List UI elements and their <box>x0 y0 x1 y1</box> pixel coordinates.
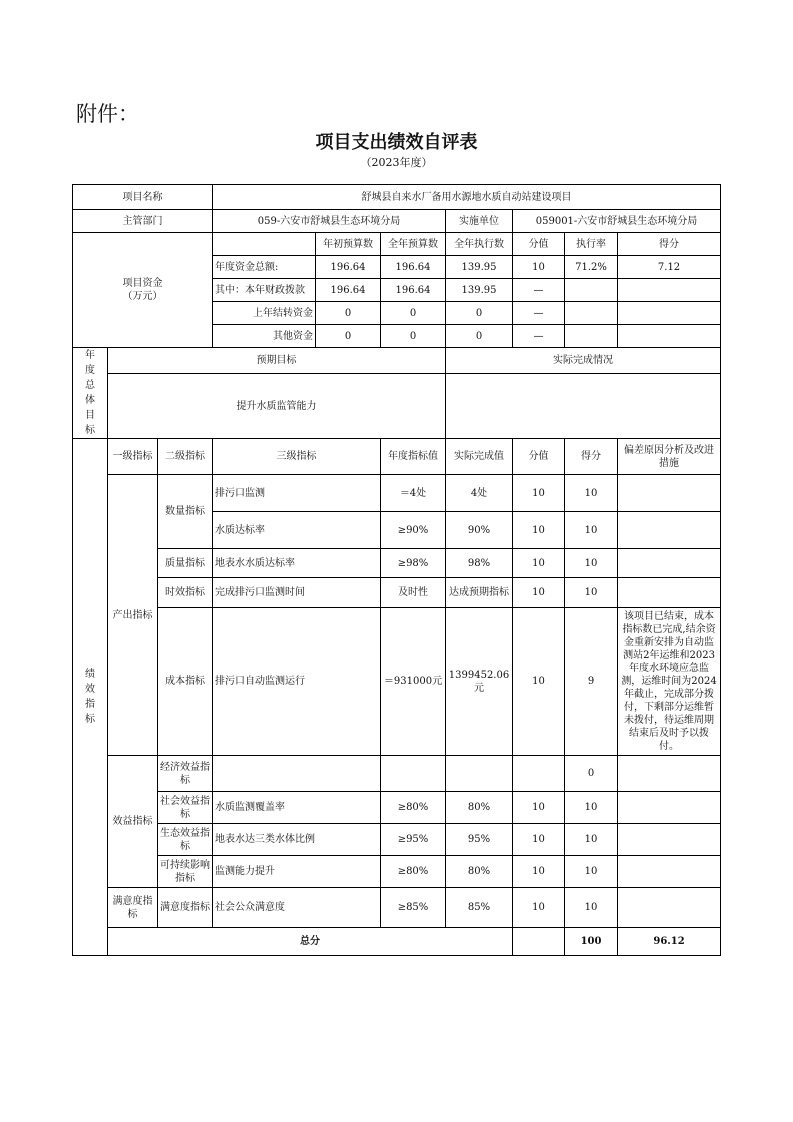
perf-score: 10 <box>565 792 618 824</box>
perf-actual: 90% <box>446 512 513 549</box>
perf-row <box>73 756 721 792</box>
perf-l2: 数量指标 <box>158 475 213 549</box>
perf-l3: 地表水达三类水体比例 <box>213 824 381 856</box>
page-title: 项目支出绩效自评表 <box>315 132 478 153</box>
perf-note <box>618 856 721 888</box>
perf-row <box>73 856 721 888</box>
goals-expected: 提升水质监管能力 <box>108 374 446 439</box>
goals-header-row <box>73 348 721 374</box>
funds-cell: 0 <box>316 302 381 325</box>
total-row <box>73 928 721 956</box>
perf-note <box>618 824 721 856</box>
perf-note <box>618 888 721 928</box>
perf-target: ＝4处 <box>381 475 446 512</box>
funds-cell: 0 <box>446 302 513 325</box>
perf-score: 10 <box>565 512 618 549</box>
evaluation-table <box>72 184 721 956</box>
perf-l2: 成本指标 <box>158 608 213 756</box>
perf-score-max: 10 <box>513 475 565 512</box>
perf-header: 分值 <box>513 439 565 475</box>
funds-cell: 139.95 <box>446 256 513 279</box>
perf-l2: 生态效益指标 <box>158 824 213 856</box>
dept-value: 059-六安市舒城县生态环境分局 <box>213 210 446 233</box>
goals-actual-header: 实际完成情况 <box>446 348 721 374</box>
total-score: 96.12 <box>618 928 721 956</box>
funds-header: 执行率 <box>565 233 618 256</box>
impl-label: 实施单位 <box>446 210 513 233</box>
funds-cell: 0 <box>381 325 446 348</box>
funds-cell <box>565 302 618 325</box>
perf-score: 10 <box>565 888 618 928</box>
perf-target: ≥90% <box>381 512 446 549</box>
perf-score: 10 <box>565 578 618 608</box>
funds-header: 全年预算数 <box>381 233 446 256</box>
perf-row <box>73 608 721 756</box>
perf-header: 一级指标 <box>108 439 158 475</box>
perf-header: 偏差原因分析及改进措施 <box>618 439 721 475</box>
satisfaction-indicator-label: 满意度指标 <box>108 888 158 928</box>
funds-header: 全年执行数 <box>446 233 513 256</box>
perf-actual <box>446 756 513 792</box>
perf-actual: 95% <box>446 824 513 856</box>
goals-content-row <box>73 374 721 439</box>
perf-score-max: 10 <box>513 608 565 756</box>
perf-score: 10 <box>565 549 618 578</box>
funds-row-label: 年度资金总额: <box>213 256 316 279</box>
perf-l3: 水质监测覆盖率 <box>213 792 381 824</box>
project-name-value: 舒城县自来水厂备用水源地水质自动站建设项目 <box>213 185 721 210</box>
perf-score: 10 <box>565 824 618 856</box>
funds-cell: — <box>513 302 565 325</box>
perf-target <box>381 756 446 792</box>
funds-cell: 7.12 <box>618 256 721 279</box>
department-row <box>73 210 721 233</box>
perf-l3: 完成排污口监测时间 <box>213 578 381 608</box>
funds-header-blank <box>213 233 316 256</box>
perf-note <box>618 549 721 578</box>
perf-actual: 4处 <box>446 475 513 512</box>
perf-score-max: 10 <box>513 856 565 888</box>
funds-cell: 0 <box>316 325 381 348</box>
project-name-label: 项目名称 <box>73 185 213 210</box>
benefit-indicator-label: 效益指标 <box>108 756 158 888</box>
perf-row <box>73 824 721 856</box>
funds-header-row <box>73 233 721 256</box>
perf-score-max: 10 <box>513 578 565 608</box>
perf-row <box>73 888 721 928</box>
perf-note: 该项目已结束，成本指标数已完成,结余资金重新安排为自动监测站2年运维和2023年度水环境应急监测，运维时间为2024年截止，完成部分拨付，下剩部分运维暂未拨付，待运维周期结束后及时予以拨付。 <box>618 608 721 756</box>
funds-cell: 139.95 <box>446 279 513 302</box>
perf-l2: 可持续影响指标 <box>158 856 213 888</box>
funds-cell <box>565 279 618 302</box>
funds-cell: 0 <box>446 325 513 348</box>
perf-target: ≥85% <box>381 888 446 928</box>
funds-cell: 10 <box>513 256 565 279</box>
funds-cell: 196.64 <box>316 279 381 302</box>
funds-cell: — <box>513 279 565 302</box>
total-label: 总分 <box>108 928 513 956</box>
perf-score: 10 <box>565 475 618 512</box>
funds-row-label: 其他资金 <box>213 325 316 348</box>
perf-l3: 地表水水质达标率 <box>213 549 381 578</box>
total-blank <box>513 928 565 956</box>
perf-l2: 质量指标 <box>158 549 213 578</box>
total-score-max: 100 <box>565 928 618 956</box>
funds-header: 年初预算数 <box>316 233 381 256</box>
perf-note <box>618 792 721 824</box>
perf-target: ≥80% <box>381 792 446 824</box>
perf-l2: 社会效益指标 <box>158 792 213 824</box>
perf-target: ≥95% <box>381 824 446 856</box>
perf-l3: 排污口监测 <box>213 475 381 512</box>
perf-header: 得分 <box>565 439 618 475</box>
perf-note <box>618 512 721 549</box>
funds-cell: 196.64 <box>381 279 446 302</box>
funds-cell: — <box>513 325 565 348</box>
perf-score-max: 10 <box>513 512 565 549</box>
funds-cell <box>618 302 721 325</box>
year-label: （2023年度） <box>360 156 433 169</box>
impl-value: 059001-六安市舒城县生态环境分局 <box>513 210 721 233</box>
perf-note <box>618 578 721 608</box>
perf-target: ＝931000元 <box>381 608 446 756</box>
perf-l2: 经济效益指标 <box>158 756 213 792</box>
goals-expected-header: 预期目标 <box>108 348 446 374</box>
perf-score-max: 10 <box>513 549 565 578</box>
goals-label: 年 度 总 体 目 标 <box>73 348 108 439</box>
perf-l3: 水质达标率 <box>213 512 381 549</box>
perf-actual: 达成预期指标 <box>446 578 513 608</box>
perf-score: 0 <box>565 756 618 792</box>
perf-note <box>618 756 721 792</box>
funds-row-label: 上年结转资金 <box>213 302 316 325</box>
perf-header-row <box>73 439 721 475</box>
funds-cell: 71.2% <box>565 256 618 279</box>
funds-label: 项目资金 （万元） <box>73 233 213 348</box>
perf-score-max: 10 <box>513 824 565 856</box>
perf-header: 二级指标 <box>158 439 213 475</box>
perf-actual: 85% <box>446 888 513 928</box>
goals-actual <box>446 374 721 439</box>
perf-l3: 社会公众满意度 <box>213 888 381 928</box>
perf-score-max: 10 <box>513 888 565 928</box>
funds-cell <box>565 325 618 348</box>
perf-note <box>618 475 721 512</box>
funds-cell: 196.64 <box>381 256 446 279</box>
perf-header: 三级指标 <box>213 439 381 475</box>
funds-header: 分值 <box>513 233 565 256</box>
perf-target: ≥80% <box>381 856 446 888</box>
project-name-row <box>73 185 721 210</box>
perf-actual: 1399452.06元 <box>446 608 513 756</box>
perf-target: 及时性 <box>381 578 446 608</box>
perf-score-max: 10 <box>513 792 565 824</box>
output-indicator-label: 产出指标 <box>108 475 158 756</box>
perf-actual: 80% <box>446 792 513 824</box>
perf-row <box>73 475 721 512</box>
perf-row <box>73 578 721 608</box>
perf-l2: 时效指标 <box>158 578 213 608</box>
perf-row <box>73 792 721 824</box>
funds-cell: 0 <box>381 302 446 325</box>
perf-score-max <box>513 756 565 792</box>
perf-header: 实际完成值 <box>446 439 513 475</box>
perf-l3 <box>213 756 381 792</box>
perf-l3: 排污口自动监测运行 <box>213 608 381 756</box>
perf-actual: 80% <box>446 856 513 888</box>
dept-label: 主管部门 <box>73 210 213 233</box>
attachment-label: 附件： <box>76 102 139 126</box>
funds-cell: 196.64 <box>316 256 381 279</box>
perf-l2: 满意度指标 <box>158 888 213 928</box>
perf-label: 绩 效 指 标 <box>73 439 108 956</box>
perf-actual: 98% <box>446 549 513 578</box>
funds-row-label: 其中：本年财政拨款 <box>213 279 316 302</box>
perf-l3: 监测能力提升 <box>213 856 381 888</box>
perf-score: 9 <box>565 608 618 756</box>
perf-score: 10 <box>565 856 618 888</box>
funds-cell <box>618 279 721 302</box>
perf-target: ≥98% <box>381 549 446 578</box>
perf-row <box>73 549 721 578</box>
funds-header: 得分 <box>618 233 721 256</box>
funds-cell <box>618 325 721 348</box>
perf-header: 年度指标值 <box>381 439 446 475</box>
